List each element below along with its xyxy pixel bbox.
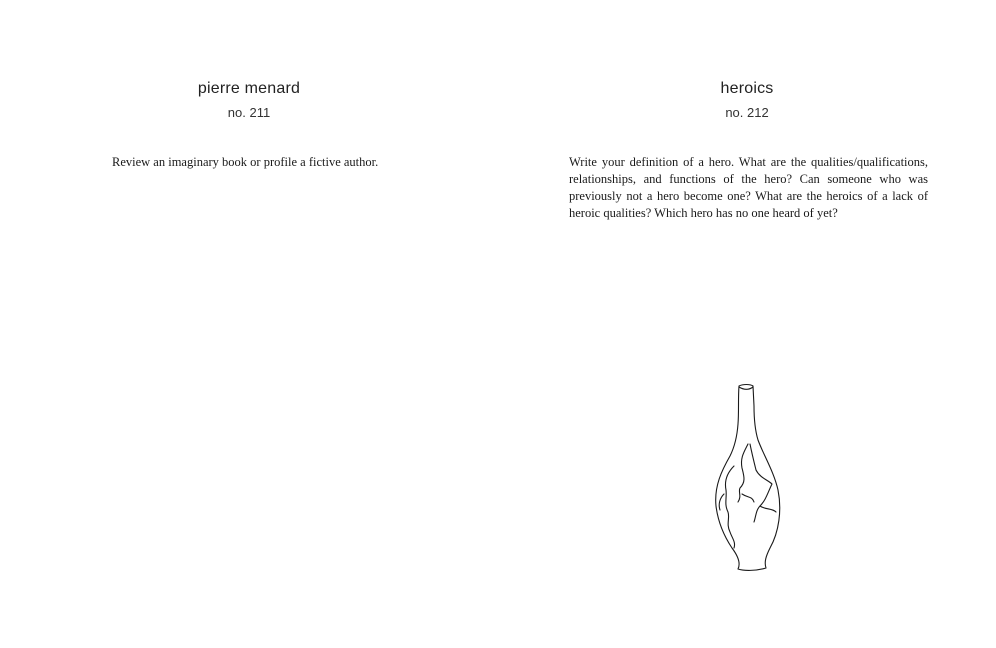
vase-line-drawing-icon [694, 382, 790, 574]
right-page [498, 0, 996, 648]
page-title: pierre menard [197, 80, 301, 97]
prompt-text: Review an imaginary book or profile a fictive author. [112, 155, 379, 169]
vase-crack [754, 470, 772, 522]
vase-outline [716, 385, 780, 571]
vase-crack [760, 506, 776, 512]
vase-crack [719, 494, 724, 510]
vase-crack [742, 494, 754, 502]
prompt-number: no. 212 [725, 105, 769, 120]
vase-crack [750, 444, 756, 470]
page-title: heroics [720, 80, 774, 97]
prompt-text: Write your definition of a hero. What are the qualities/qualifications, relationships, and functions of the hero? Can someone who was previously not a hero become one? What are the heroics of a lack of heroic qualities? Which hero has no one heard of yet? [569, 155, 928, 220]
vase-rim [739, 387, 753, 389]
vase-crack [725, 466, 734, 548]
vase-crack [738, 444, 748, 502]
prompt-number: no. 211 [227, 105, 271, 120]
